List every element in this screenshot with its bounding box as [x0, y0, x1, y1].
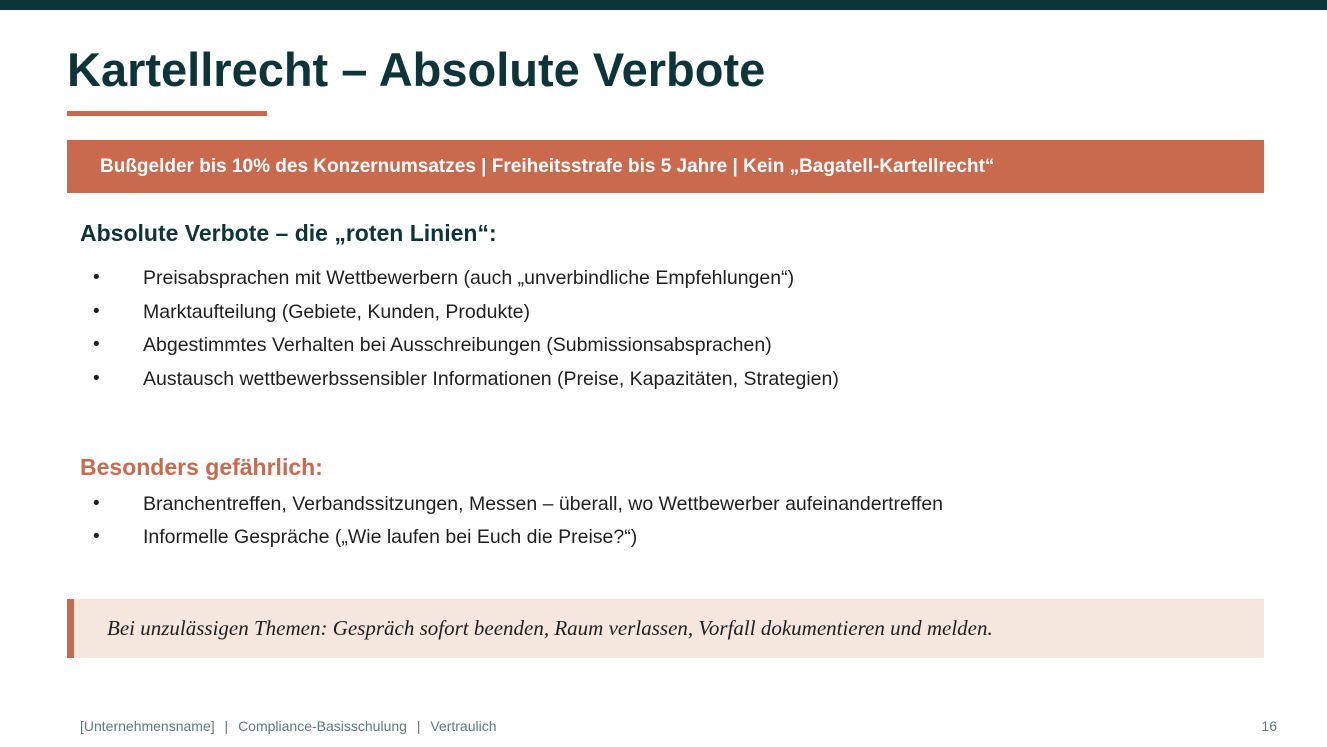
- slide-title: Kartellrecht – Absolute Verbote: [67, 43, 766, 96]
- section-heading-absolute-prohibitions: Absolute Verbote – die „roten Linien“:: [80, 220, 497, 246]
- callout-text: Bei unzulässigen Themen: Gespräch sofort beenden, Raum verlassen, Vorfall dokumentieren und melden.: [107, 616, 993, 640]
- section-heading-especially-dangerous: Besonders gefährlich:: [80, 454, 323, 480]
- list-item: [0, 297, 1100, 331]
- list-item: [0, 263, 1100, 297]
- callout-accent-border: [67, 599, 74, 658]
- footer-separator: |: [416, 718, 421, 734]
- list-item-text: Informelle Gespräche („Wie laufen bei Euch die Preise?“): [143, 525, 638, 548]
- footer-separator: |: [224, 718, 229, 734]
- bullet-icon: •: [93, 300, 100, 322]
- slide-footer: [80, 716, 497, 736]
- list-item-text: Austausch wettbewerbssensibler Informationen (Preise, Kapazitäten, Strategien): [143, 367, 839, 390]
- list-item-text: Preisabsprachen mit Wettbewerbern (auch „unverbindliche Empfehlungen“): [143, 267, 795, 289]
- list-item: [0, 330, 1100, 364]
- dangerous-situations-list: [0, 489, 1100, 554]
- page-number: 16: [1261, 718, 1277, 734]
- footer-company: [Unternehmensname]: [80, 718, 215, 734]
- list-item-text: Abgestimmtes Verhalten bei Ausschreibungen (Submissionsabsprachen): [143, 334, 772, 356]
- bullet-icon: •: [93, 493, 100, 514]
- list-item: [0, 489, 1100, 522]
- title-underline: [67, 111, 267, 116]
- bullet-icon: •: [93, 334, 100, 355]
- list-item: [0, 364, 1100, 398]
- prohibitions-list: [0, 263, 1100, 397]
- list-item-text: Marktaufteilung (Gebiete, Kunden, Produkte): [143, 300, 530, 323]
- list-item: [0, 522, 1100, 555]
- bullet-icon: •: [93, 525, 100, 547]
- bullet-icon: •: [93, 267, 100, 288]
- list-item-text: Branchentreffen, Verbandssitzungen, Messen – überall, wo Wettbewerber aufeinandertreffen: [143, 493, 944, 515]
- footer-classification: Vertraulich: [430, 718, 497, 734]
- penalty-banner: [67, 140, 1264, 193]
- action-callout: [67, 599, 1264, 658]
- top-accent-bar: [0, 0, 1327, 10]
- bullet-icon: •: [93, 367, 100, 389]
- footer-course: Compliance-Basisschulung: [238, 718, 407, 734]
- penalty-banner-text: Bußgelder bis 10% des Konzernumsatzes | Freiheitsstrafe bis 5 Jahre | Kein „Bagatell-Kartellrecht“: [100, 156, 995, 177]
